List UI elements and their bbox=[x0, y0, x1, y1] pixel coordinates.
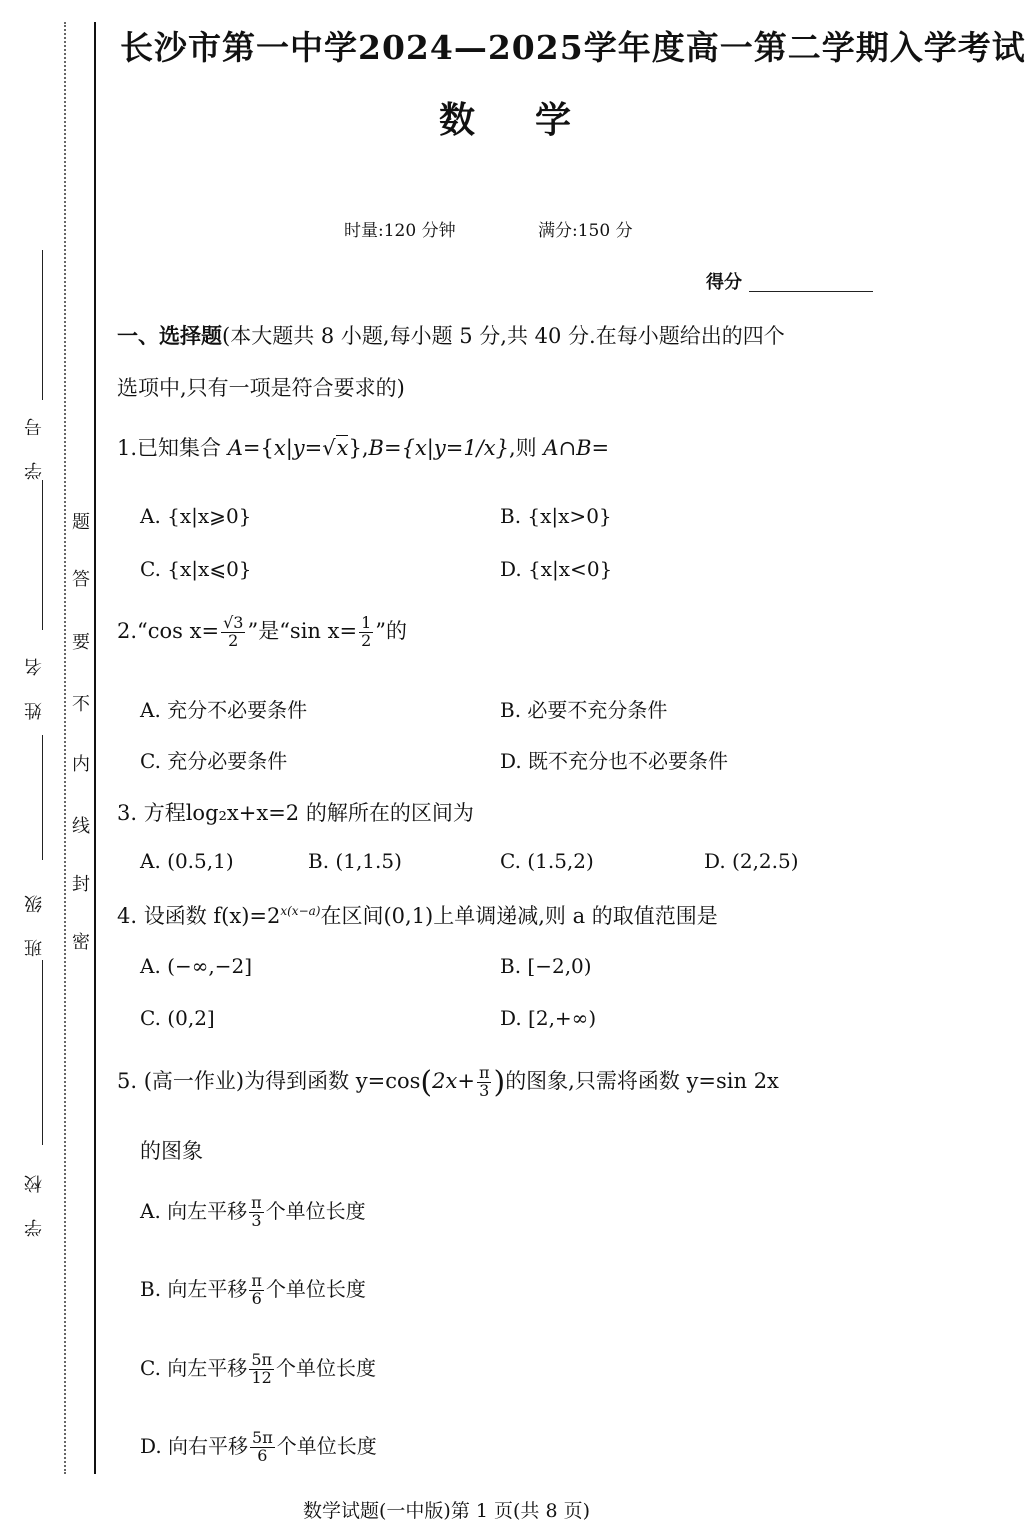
fraction-numerator: 5π bbox=[252, 1428, 273, 1448]
q1-option-b: B. {x|x>0} bbox=[500, 504, 612, 528]
option-text: 个单位长度 bbox=[276, 1356, 377, 1380]
q4-option-b: B. [−2,0) bbox=[500, 954, 592, 978]
q5-paren-close: ) bbox=[493, 1065, 506, 1100]
q3-option-c: C. (1.5,2) bbox=[500, 849, 594, 873]
q1-text: }, bbox=[348, 436, 369, 460]
score-label: 得分 bbox=[706, 272, 742, 293]
name-label: 姓 名 bbox=[24, 648, 45, 720]
option-fraction bbox=[250, 1430, 275, 1465]
option-fraction bbox=[249, 1195, 264, 1230]
binding-warning-char: 密 bbox=[72, 932, 90, 953]
q1-text: ={ bbox=[242, 436, 274, 460]
q5-paren-open: ( bbox=[420, 1065, 433, 1100]
question-3-stem: 3. 方程log₂x+x=2 的解所在的区间为 bbox=[117, 801, 474, 825]
q1-intersection: A∩B bbox=[543, 436, 592, 460]
q3-option-d: D. (2,2.5) bbox=[704, 849, 799, 873]
fraction-denominator: 2 bbox=[228, 631, 239, 650]
option-text: C. 向左平移 bbox=[140, 1356, 248, 1380]
class-label: 班 级 bbox=[24, 885, 45, 957]
q5-option-d bbox=[140, 1430, 377, 1465]
fraction-denominator: 3 bbox=[479, 1081, 490, 1100]
binding-warning-char: 答 bbox=[72, 569, 90, 590]
q4-option-c: C. (0,2] bbox=[140, 1006, 215, 1030]
q1-set-b-def: {x|y=1/x} bbox=[401, 436, 509, 460]
q4-exponent: x(x−a) bbox=[280, 904, 321, 918]
q1-sqrt: =√ bbox=[304, 436, 336, 460]
q1-text: 1.已知集合 bbox=[117, 436, 228, 460]
option-fraction bbox=[249, 1273, 264, 1308]
q5-option-a bbox=[140, 1195, 366, 1230]
q5-fraction bbox=[477, 1065, 492, 1100]
fraction-numerator: π bbox=[478, 1063, 490, 1083]
q4-option-d: D. [2,+∞) bbox=[500, 1006, 597, 1030]
q2-option-b: B. 必要不充分条件 bbox=[500, 698, 668, 722]
q2-text: ”是“sin x= bbox=[247, 619, 358, 643]
section-title: 一、选择题 bbox=[117, 323, 222, 348]
option-text: B. 向左平移 bbox=[140, 1277, 248, 1301]
q5-text: 2x+ bbox=[432, 1069, 475, 1093]
q2-option-a: A. 充分不必要条件 bbox=[140, 698, 308, 722]
fraction-denominator: 3 bbox=[251, 1211, 262, 1230]
q2-fraction-1 bbox=[221, 615, 245, 650]
q4-text: 4. 设函数 f(x)=2 bbox=[117, 904, 281, 928]
section-desc-1: (本大题共 8 小题,每小题 5 分,共 40 分.在每小题给出的四个 bbox=[222, 324, 785, 348]
q1-option-d: D. {x|x<0} bbox=[500, 557, 613, 581]
q1-var: x bbox=[336, 436, 349, 460]
fraction-numerator: 5π bbox=[251, 1350, 273, 1370]
q2-option-c: C. 充分必要条件 bbox=[140, 749, 288, 773]
fraction-numerator: √3 bbox=[223, 613, 244, 633]
fraction-numerator: π bbox=[251, 1271, 262, 1291]
fraction-numerator: π bbox=[251, 1193, 262, 1213]
school-label: 学 校 bbox=[24, 1165, 45, 1237]
binding-warning-char: 封 bbox=[72, 874, 90, 895]
question-4-stem bbox=[117, 900, 718, 930]
option-fraction bbox=[249, 1352, 274, 1387]
exam-duration: 时量:120 分钟 bbox=[344, 221, 456, 241]
q5-option-b bbox=[140, 1273, 366, 1308]
q1-text: = bbox=[591, 436, 610, 460]
q3-option-b: B. (1,1.5) bbox=[308, 849, 402, 873]
student-id-line bbox=[42, 250, 43, 400]
fraction-denominator: 6 bbox=[257, 1446, 268, 1465]
binding-solid-line bbox=[94, 22, 96, 1474]
binding-warning-char: 不 bbox=[72, 694, 90, 715]
q5-option-c bbox=[140, 1352, 376, 1387]
q4-option-a: A. (−∞,−2] bbox=[140, 954, 253, 978]
question-5-stem bbox=[117, 1065, 779, 1100]
option-text: D. 向右平移 bbox=[140, 1434, 249, 1458]
q2-text: ”的 bbox=[375, 619, 407, 643]
question-1-stem bbox=[117, 432, 609, 462]
fraction-denominator: 12 bbox=[251, 1368, 272, 1387]
q1-var: x bbox=[273, 436, 286, 460]
question-2-stem bbox=[117, 615, 407, 650]
q5-text: 的图象,只需将函数 y=sin 2x bbox=[505, 1069, 779, 1093]
q3-option-a: A. (0.5,1) bbox=[140, 849, 234, 873]
name-line bbox=[42, 480, 43, 630]
option-text: 个单位长度 bbox=[276, 1434, 377, 1458]
binding-warning-char: 要 bbox=[72, 632, 90, 653]
binding-dotted-line bbox=[64, 22, 66, 1474]
section-header bbox=[117, 320, 785, 350]
q5-text: 5. (高一作业)为得到函数 y=cos bbox=[117, 1069, 421, 1093]
full-score: 满分:150 分 bbox=[538, 221, 633, 241]
q1-var: y bbox=[292, 436, 305, 460]
option-text: A. 向左平移 bbox=[140, 1199, 248, 1223]
exam-title: 长沙市第一中学2024—2025学年度高一第二学期入学考试 bbox=[120, 28, 1026, 67]
binding-warning-char: 题 bbox=[72, 512, 90, 533]
score-blank bbox=[749, 291, 873, 292]
class-line bbox=[42, 735, 43, 860]
q2-fraction-2 bbox=[359, 615, 373, 650]
q1-set-a: A bbox=[227, 436, 243, 460]
subject-title: 数学 bbox=[438, 99, 631, 141]
fraction-denominator: 6 bbox=[251, 1289, 262, 1308]
q4-text: 在区间(0,1)上单调递减,则 a 的取值范围是 bbox=[320, 904, 718, 928]
q1-option-c: C. {x|x⩽0} bbox=[140, 557, 252, 581]
q2-text: 2.“cos x= bbox=[117, 619, 220, 643]
q2-option-d: D. 既不充分也不必要条件 bbox=[500, 749, 729, 773]
option-text: 个单位长度 bbox=[265, 1277, 366, 1301]
q1-text: = bbox=[383, 436, 402, 460]
school-line bbox=[42, 960, 43, 1145]
binding-warning-char: 内 bbox=[72, 754, 90, 775]
student-id-label: 学 号 bbox=[24, 408, 45, 480]
q1-text: | bbox=[285, 436, 293, 460]
binding-warning-char: 线 bbox=[72, 816, 90, 837]
section-desc-2: 选项中,只有一项是符合要求的) bbox=[117, 376, 405, 400]
question-5-stem-line2: 的图象 bbox=[140, 1139, 203, 1163]
q1-text: ,则 bbox=[508, 436, 544, 460]
page-footer: 数学试题(一中版)第 1 页(共 8 页) bbox=[303, 1500, 590, 1522]
option-text: 个单位长度 bbox=[265, 1199, 366, 1223]
fraction-numerator: 1 bbox=[361, 613, 372, 633]
fraction-denominator: 2 bbox=[361, 631, 372, 650]
q1-option-a: A. {x|x⩾0} bbox=[140, 504, 252, 528]
q1-set-b: B bbox=[368, 436, 384, 460]
